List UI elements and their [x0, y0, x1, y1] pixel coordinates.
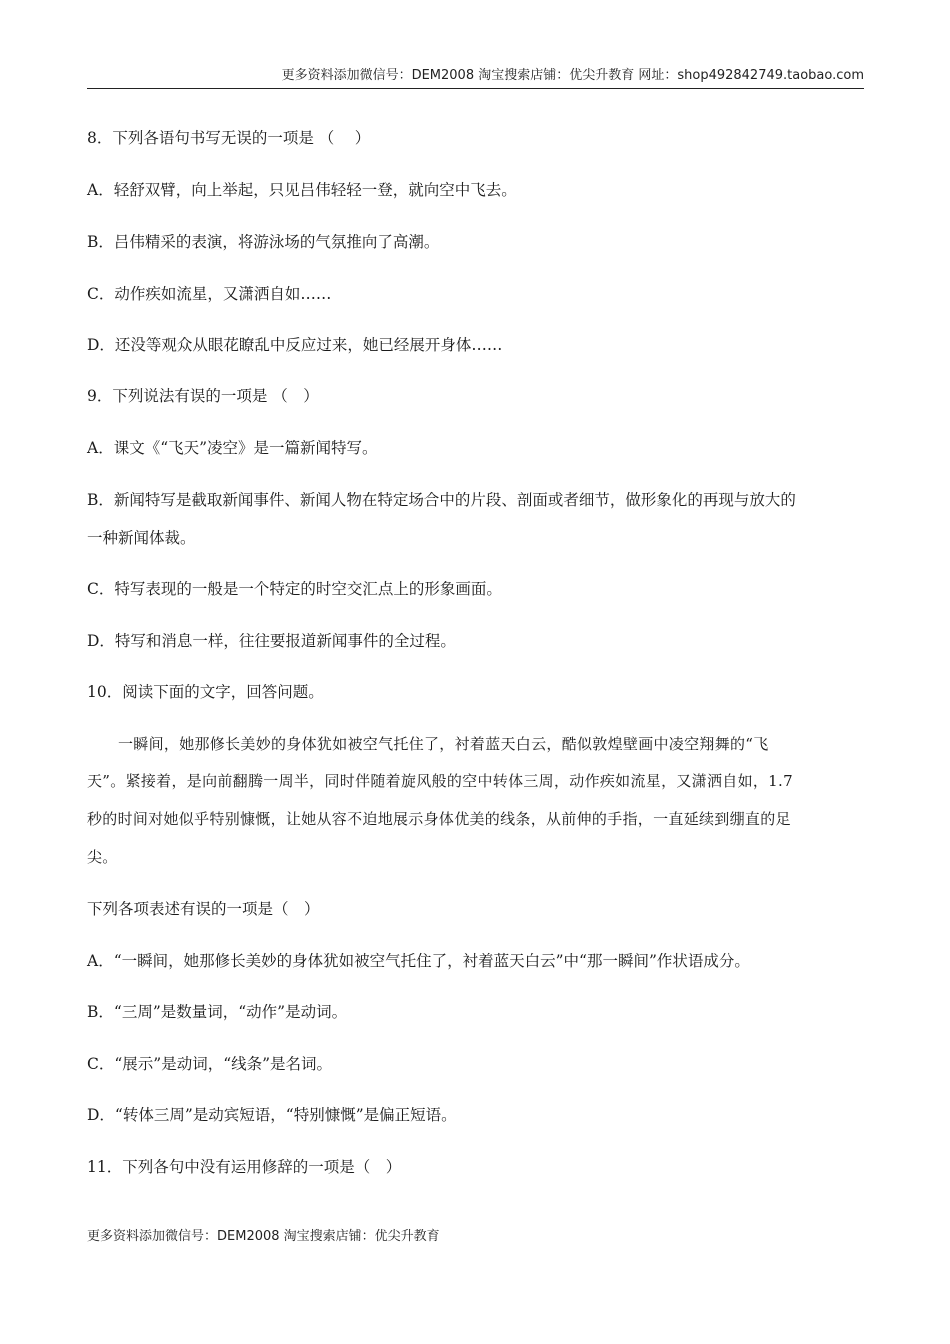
question-8-stem: 8．下列各语句书写无误的一项是 （ ） [87, 129, 371, 147]
passage-line: 尖。 [87, 848, 118, 866]
question-10-stem: 10．阅读下面的文字，回答问题。 [87, 683, 324, 701]
question-11-stem: 11．下列各句中没有运用修辞的一项是（ ） [87, 1158, 402, 1176]
question-10-option-c: C．“展示”是动词，“线条”是名词。 [87, 1055, 333, 1073]
passage-line: 一瞬间，她那修长美妙的身体犹如被空气托住了，衬着蓝天白云，酷似敦煌壁画中凌空翔舞的“飞 [118, 735, 769, 753]
question-10-option-d: D．“转体三周”是动宾短语，“特别慷慨”是偏正短语。 [87, 1106, 457, 1124]
question-8-option-a: A．轻舒双臂，向上举起，只见吕伟轻轻一登，就向空中飞去。 [87, 181, 517, 199]
question-9-option-d: D．特写和消息一样，往往要报道新闻事件的全过程。 [87, 632, 456, 650]
question-9-option-b: B．新闻特写是截取新闻事件、新闻人物在特定场合中的片段、剖面或者细节，做形象化的再现与放大的 [87, 491, 796, 509]
question-10-sub-stem: 下列各项表述有误的一项是（ ） [87, 900, 320, 918]
question-9-option-a: A．课文《“飞天”凌空》是一篇新闻特写。 [87, 439, 378, 457]
page-header: 更多资料添加微信号：DEM2008 淘宝搜索店铺：优尖升教育 网址：shop492842749.taobao.com [281, 68, 864, 83]
page-footer: 更多资料添加微信号：DEM2008 淘宝搜索店铺：优尖升教育 [87, 1229, 440, 1244]
question-10-option-a: A．“一瞬间，她那修长美妙的身体犹如被空气托住了，衬着蓝天白云”中“那一瞬间”作状语成分。 [87, 952, 750, 970]
passage-line: 秒的时间对她似乎特别慷慨，让她从容不迫地展示身体优美的线条，从前伸的手指，一直延续到绷直的足 [87, 810, 791, 828]
question-9-option-c: C．特写表现的一般是一个特定的时空交汇点上的形象画面。 [87, 580, 502, 598]
header-rule [87, 88, 864, 89]
question-8-option-b: B．吕伟精采的表演，将游泳场的气氛推向了高潮。 [87, 233, 440, 251]
question-9-stem: 9．下列说法有误的一项是 （ ） [87, 387, 319, 405]
question-8-option-d: D．还没等观众从眼花瞭乱中反应过来，她已经展开身体…… [87, 336, 503, 354]
question-9-option-b-cont: 一种新闻体裁。 [87, 529, 196, 547]
question-8-option-c: C．动作疾如流星，又潇洒自如…… [87, 285, 332, 303]
passage-line: 天”。紧接着，是向前翻腾一周半，同时伴随着旋风般的空中转体三周，动作疾如流星，又潇洒自如，1.7 [87, 772, 793, 790]
question-10-option-b: B．“三周”是数量词，“动作”是动词。 [87, 1003, 348, 1021]
